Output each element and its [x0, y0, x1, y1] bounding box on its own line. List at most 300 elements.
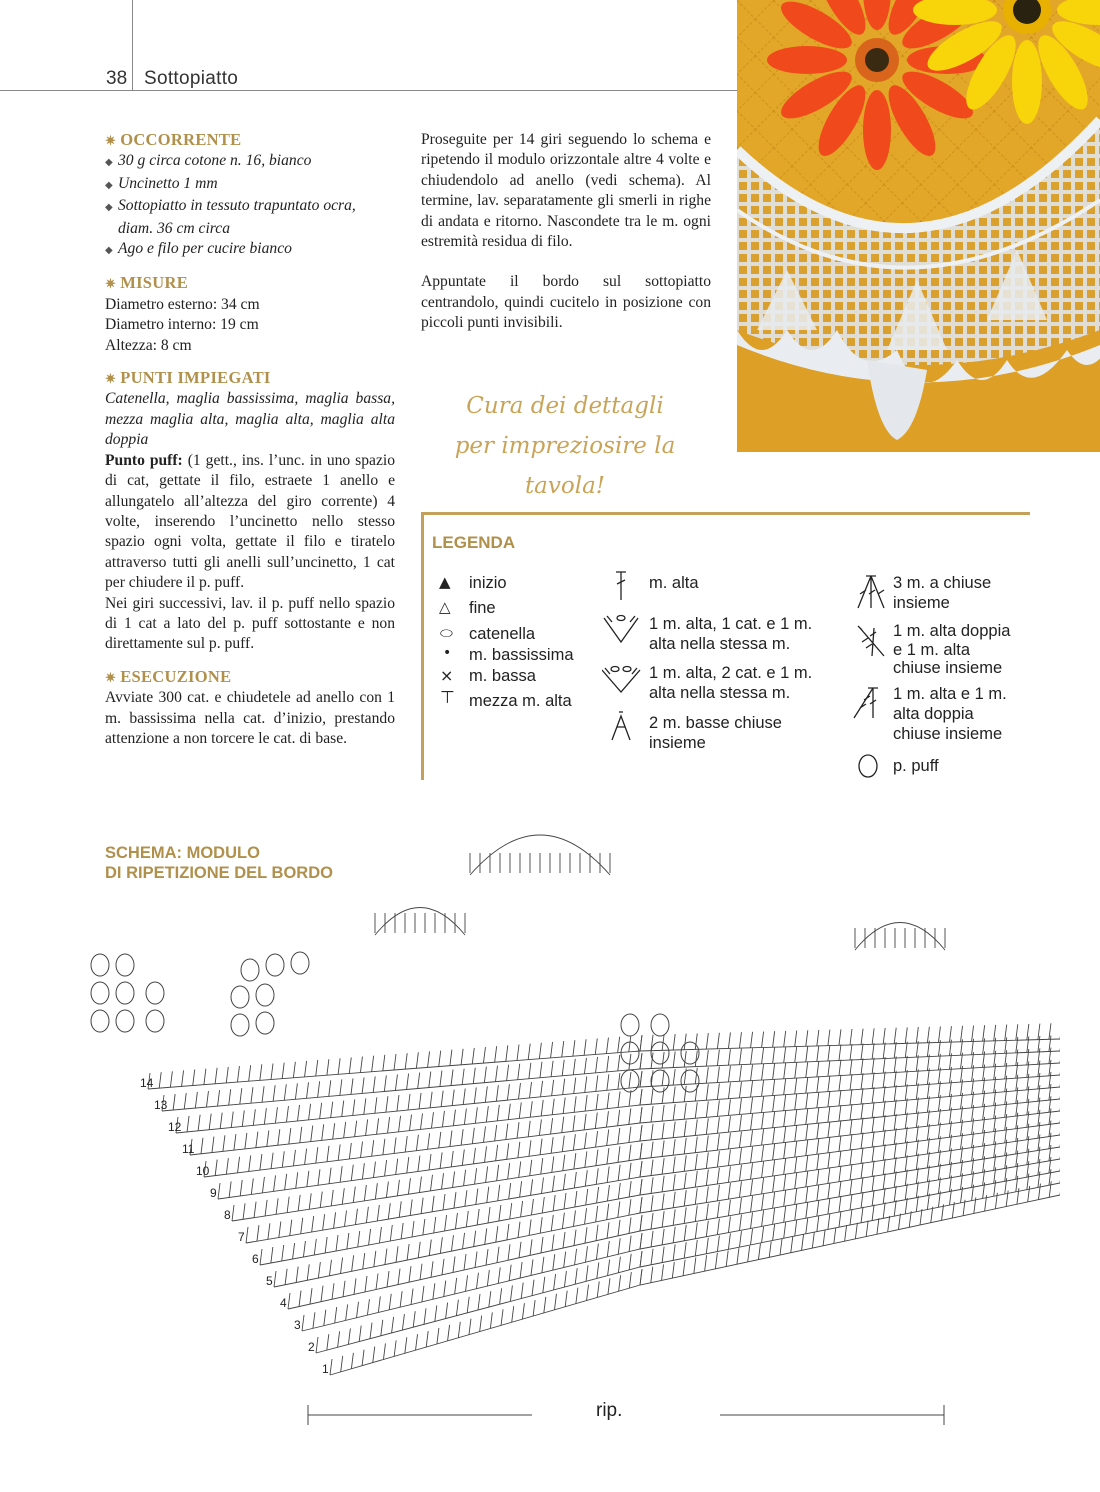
- stitch-mark: [739, 1165, 741, 1181]
- stitch-mark: [695, 1068, 697, 1084]
- stitch-mark: [376, 1274, 378, 1290]
- stitch-mark: [861, 1118, 863, 1134]
- diamond-bullet-icon: ◆: [105, 179, 113, 191]
- stitch-mark: [872, 1131, 874, 1147]
- puff-stitch: [231, 986, 249, 1008]
- stitch-mark: [916, 1125, 918, 1141]
- stitch-mark: [883, 1028, 885, 1044]
- stitch-mark: [673, 1209, 675, 1225]
- diamond-bullet-icon: ◆: [105, 245, 113, 257]
- stitch-mark: [533, 1300, 535, 1316]
- stitch-mark: [274, 1271, 276, 1287]
- stitch-mark: [684, 1121, 686, 1137]
- stitch-mark: [751, 1212, 753, 1228]
- stitch-mark: [377, 1205, 379, 1221]
- stitch-mark: [737, 1248, 739, 1264]
- stitch-mark: [563, 1098, 565, 1114]
- stitch-mark: [483, 1126, 485, 1142]
- stitch-mark: [717, 1236, 719, 1252]
- stitch-mark: [450, 1131, 452, 1147]
- stitch-mark: [508, 1104, 510, 1120]
- stitch-mark: [828, 1091, 830, 1107]
- stitch-mark: [894, 1100, 896, 1116]
- stitch-mark: [541, 1237, 543, 1253]
- stitch-mark: [640, 1089, 642, 1105]
- stitch-mark: [540, 1217, 542, 1233]
- stitch-mark: [845, 1225, 847, 1241]
- stitch-mark: [883, 1188, 885, 1204]
- stitch-mark: [408, 1178, 410, 1194]
- stitch-mark: [739, 1098, 741, 1114]
- stitch-mark: [477, 1209, 479, 1225]
- stitch-mark: [396, 1246, 398, 1262]
- stitch-mark: [726, 1251, 728, 1267]
- stitch-mark: [597, 1262, 599, 1278]
- stitch-mark: [338, 1331, 340, 1347]
- stitch-mark: [596, 1225, 598, 1241]
- legend-item: mezza m. alta: [469, 692, 572, 710]
- stitch-mark: [773, 1208, 775, 1224]
- legend-item: m. bassa: [469, 667, 536, 685]
- stitch-mark: [467, 1297, 469, 1313]
- row-number: 2: [308, 1340, 315, 1354]
- stitch-mark: [773, 1112, 775, 1128]
- puff-stitch: [91, 954, 109, 976]
- stitch-mark: [507, 1065, 509, 1081]
- puff-stitch: [91, 982, 109, 1004]
- stitch-mark: [618, 1257, 620, 1273]
- pull-quote-line: Cura dei dettagli: [466, 393, 664, 419]
- stitch-mark: [543, 1277, 545, 1293]
- placemat-photo: [737, 0, 1100, 452]
- list-item-continuation: diam. 36 cm circa: [118, 219, 231, 237]
- stitch-mark: [806, 1218, 808, 1234]
- stitch-mark: [888, 1216, 890, 1232]
- stitch-mark: [773, 1080, 775, 1096]
- stitch-mark: [762, 1048, 764, 1064]
- stitch-mark: [795, 1220, 797, 1236]
- stitch-mark: [684, 1086, 686, 1102]
- legend-symbols-col2: [602, 570, 642, 760]
- stitch-mark: [539, 1119, 541, 1135]
- stitch-mark: [173, 1094, 175, 1110]
- stitch-mark: [390, 1225, 392, 1241]
- stitch-mark: [240, 1180, 242, 1196]
- stitch-mark: [442, 1173, 444, 1189]
- stitch-mark: [564, 1193, 566, 1209]
- stitch-mark: [585, 1076, 587, 1092]
- stitch-mark: [293, 1243, 295, 1259]
- stitch-mark: [629, 1217, 631, 1233]
- stitch-mark: [706, 1187, 708, 1203]
- pull-quote: [415, 386, 715, 506]
- stitch-mark: [347, 1233, 349, 1249]
- stitch-mark: [204, 1069, 206, 1085]
- stitch-mark: [530, 1239, 532, 1255]
- stitch-mark: [596, 1094, 598, 1110]
- stitch-mark: [640, 1197, 642, 1213]
- stitch-mark: [662, 1264, 664, 1280]
- placemat-photo-illustration: [737, 0, 1100, 452]
- stitch-mark: [388, 1203, 390, 1219]
- stitch-mark: [454, 1192, 456, 1208]
- stitch-mark: [762, 1145, 764, 1161]
- stitch-mark: [751, 1032, 753, 1048]
- stitch-mark: [751, 1147, 753, 1163]
- stitch-mark: [506, 1124, 508, 1140]
- stitch-mark: [817, 1200, 819, 1216]
- stitch-mark: [784, 1143, 786, 1159]
- stitch-mark: [872, 1072, 874, 1088]
- stitch-mark: [552, 1176, 554, 1192]
- stitch-mark: [640, 1053, 642, 1069]
- stitch-mark: [226, 1067, 228, 1083]
- stitch-mark: [529, 1140, 531, 1156]
- stitch-mark: [618, 1110, 620, 1126]
- stitch-mark: [251, 1087, 253, 1103]
- stitch-mark: [751, 1081, 753, 1097]
- stitch-mark: [629, 1108, 631, 1124]
- stitch-mark: [585, 1227, 587, 1243]
- stitch-mark: [773, 1144, 775, 1160]
- stitch-mark: [510, 1285, 512, 1301]
- stitch-mark: [372, 1056, 374, 1072]
- stitch-mark: [662, 1194, 664, 1210]
- stitch-mark: [751, 1114, 753, 1130]
- stitch-mark: [839, 1120, 841, 1136]
- stitch-mark: [373, 1076, 375, 1092]
- stitch-mark: [302, 1315, 304, 1331]
- stitch-mark: [249, 1065, 251, 1081]
- stitch-mark: [495, 1125, 497, 1141]
- header-divider: [132, 0, 133, 90]
- stitch-mark: [551, 1118, 553, 1134]
- stitch-mark: [551, 1061, 553, 1077]
- stitch-mark: [795, 1204, 797, 1220]
- stitch-mark: [520, 1181, 522, 1197]
- stitch-mark: [499, 1205, 501, 1221]
- stitch-mark: [802, 1234, 804, 1250]
- stitch-mark: [348, 1328, 350, 1344]
- stitch-mark: [486, 1249, 488, 1265]
- stitch-mark: [762, 1032, 764, 1048]
- stitch-mark: [474, 1231, 476, 1247]
- stitch-mark: [518, 1222, 520, 1238]
- stitch-mark: [243, 1203, 245, 1219]
- stitch-mark: [706, 1101, 708, 1117]
- stitch-mark: [364, 1098, 366, 1114]
- stitch-mark: [817, 1138, 819, 1154]
- legend-item: 2 m. basse chiuse: [649, 714, 782, 732]
- stitch-mark: [762, 1064, 764, 1080]
- stitch-mark: [834, 1227, 836, 1243]
- stitch-mark: [751, 1229, 753, 1245]
- stitch-mark: [251, 1178, 253, 1194]
- stitch-mark: [286, 1106, 288, 1122]
- stitch-mark: [388, 1117, 390, 1133]
- stitch-mark: [905, 1127, 907, 1143]
- stitch-mark: [364, 1185, 366, 1201]
- stitch-mark: [358, 1231, 360, 1247]
- stitch-mark: [496, 1145, 498, 1161]
- stitch-mark: [806, 1046, 808, 1062]
- stitch-mark: [268, 1223, 270, 1239]
- stitch-mark: [455, 1213, 457, 1229]
- stitch-mark: [329, 1080, 331, 1096]
- stitch-mark: [392, 1317, 394, 1333]
- stitch-mark: [361, 1142, 363, 1158]
- stitch-mark: [850, 1029, 852, 1045]
- stitch-mark: [487, 1270, 489, 1286]
- stitch-mark: [509, 1265, 511, 1281]
- stitch-mark: [187, 1116, 189, 1132]
- stitch-mark: [684, 1207, 686, 1223]
- stitch-mark: [373, 1162, 375, 1178]
- stitch-mark: [695, 1033, 697, 1049]
- stitch-mark: [299, 1291, 301, 1307]
- stitch-mark: [728, 1200, 730, 1216]
- stitch-mark: [341, 1356, 343, 1372]
- stitch-mark: [451, 1151, 453, 1167]
- stitch-mark: [872, 1116, 874, 1132]
- stitch-mark: [218, 1183, 220, 1199]
- stitch-mark: [916, 1140, 918, 1156]
- puff-stitch: [116, 954, 134, 976]
- stitch-mark: [352, 1255, 354, 1271]
- stitch-mark: [420, 1113, 422, 1129]
- stitch-mark: [443, 1194, 445, 1210]
- stitch-mark: [472, 1128, 474, 1144]
- stitch-mark: [795, 1125, 797, 1141]
- stitch-mark: [464, 1170, 466, 1186]
- stitch-mark: [349, 1057, 351, 1073]
- list-item: ◆ Uncinetto 1 mm: [105, 174, 395, 196]
- stitch-mark: [338, 1144, 340, 1160]
- stitch-mark: [905, 1070, 907, 1086]
- stitch-mark: [520, 1262, 522, 1278]
- stitch-mark: [298, 1105, 300, 1121]
- stitch-mark: [861, 1133, 863, 1149]
- legend-item: alta nella stessa m.: [649, 684, 791, 702]
- legend-item: 1 m. alta, 2 cat. e 1 m.: [649, 664, 813, 682]
- stitch-mark: [563, 1079, 565, 1095]
- stitch-mark: [916, 1168, 918, 1184]
- stitch-mark: [717, 1151, 719, 1167]
- stitch-mark: [327, 1146, 329, 1162]
- stitch-mark: [480, 1316, 482, 1332]
- stitch-mark: [341, 1258, 343, 1274]
- stitch-mark: [883, 1101, 885, 1117]
- scallop-arc: [855, 923, 945, 951]
- stitch-mark: [850, 1104, 852, 1120]
- stitch-mark: [401, 1223, 403, 1239]
- stitch-mark: [485, 1146, 487, 1162]
- stitch-mark: [362, 1350, 364, 1366]
- stitch-mark: [728, 1217, 730, 1233]
- stitch-mark: [773, 1031, 775, 1047]
- stitch-mark: [684, 1051, 686, 1067]
- stitch-mark: [916, 1055, 918, 1071]
- legend-item: chiuse insieme: [893, 725, 1003, 743]
- stitch-mark: [399, 1116, 401, 1132]
- stitch-mark: [562, 1213, 564, 1229]
- stitch-mark: [817, 1169, 819, 1185]
- stitch-mark: [320, 1103, 322, 1119]
- chart-row-line: [218, 1099, 1060, 1199]
- double-crochet-icon: [616, 572, 626, 600]
- stitch-mark: [381, 1320, 383, 1336]
- stitch-mark: [201, 1138, 203, 1154]
- stitch-mark: [817, 1076, 819, 1092]
- stitch-mark: [399, 1201, 401, 1217]
- stitch-mark: [486, 1106, 488, 1122]
- stitch-mark: [574, 1096, 576, 1112]
- stitch-mark: [322, 1124, 324, 1140]
- stitch-mark: [327, 1059, 329, 1075]
- stitch-mark: [850, 1089, 852, 1105]
- stitch-mark: [629, 1090, 631, 1106]
- stitch-mark: [318, 1262, 320, 1278]
- stitch-mark: [662, 1052, 664, 1068]
- chain-stitch-icon: ⬭: [440, 624, 453, 642]
- stitch-mark: [405, 1337, 407, 1353]
- stitch-mark: [407, 1244, 409, 1260]
- stitch-mark: [410, 1200, 412, 1216]
- stitch-mark: [640, 1071, 642, 1087]
- stitch-mark: [279, 1222, 281, 1238]
- stitch-mark: [307, 1264, 309, 1280]
- stitch-mark: [828, 1213, 830, 1229]
- stitch-mark: [475, 1252, 477, 1268]
- chart-row-line: [148, 1039, 1060, 1089]
- stitch-mark: [585, 1095, 587, 1111]
- stitch-mark: [651, 1213, 653, 1229]
- puff-stitch: [91, 1010, 109, 1032]
- stitch-mark: [466, 1275, 468, 1291]
- stitch-mark: [220, 1113, 222, 1129]
- stitch-mark: [651, 1249, 653, 1265]
- stitch-mark: [916, 1154, 918, 1170]
- tr-dc-together-icon: [858, 626, 884, 656]
- stitch-mark: [728, 1032, 730, 1048]
- stitch-mark: [506, 1045, 508, 1061]
- stitch-mark: [905, 1027, 907, 1043]
- dc-tr-together-icon: [854, 688, 878, 718]
- stitch-mark: [1038, 1184, 1040, 1200]
- stitch-mark: [395, 1074, 397, 1090]
- puff-stitch: [681, 1070, 699, 1092]
- stitch-mark: [345, 1211, 347, 1227]
- stitch-mark: [530, 1082, 532, 1098]
- stitch-mark: [828, 1152, 830, 1168]
- stitch-mark: [817, 1154, 819, 1170]
- stitch-mark: [413, 1311, 415, 1327]
- esecuzione-heading: ✷ ESECUZIONE: [105, 666, 232, 686]
- stitch-mark: [512, 1306, 514, 1322]
- stitch-mark: [473, 1148, 475, 1164]
- stitch-mark: [343, 1281, 345, 1297]
- stitch-mark: [576, 1288, 578, 1304]
- star-icon: ✷: [105, 371, 117, 387]
- stitch-mark: [531, 1179, 533, 1195]
- stitch-mark: [433, 1283, 435, 1299]
- stitch-mark: [429, 1072, 431, 1088]
- stitch-mark: [316, 1060, 318, 1076]
- stitch-mark: [419, 1093, 421, 1109]
- stitch-mark: [762, 1080, 764, 1096]
- stitch-mark: [542, 1197, 544, 1213]
- stitch-mark: [739, 1115, 741, 1131]
- stitch-mark: [728, 1116, 730, 1132]
- stitch-mark: [257, 1225, 259, 1241]
- stitch-mark: [461, 1129, 463, 1145]
- stitch-mark: [695, 1102, 697, 1118]
- schema-title: SCHEMA: MODULO DI RIPETIZIONE DEL BORDO: [105, 844, 333, 882]
- pull-quote-line: per impreziosire la tavola!: [454, 433, 676, 499]
- stitch-mark: [607, 1093, 609, 1109]
- stitch-mark: [256, 1132, 258, 1148]
- stitch-mark: [828, 1137, 830, 1153]
- stitch-mark: [575, 1268, 577, 1284]
- chart-row-line: [204, 1087, 1060, 1177]
- stitch-mark: [629, 1145, 631, 1161]
- stitch-mark: [607, 1167, 609, 1183]
- stitch-mark: [894, 1157, 896, 1173]
- stitch-mark: [784, 1222, 786, 1238]
- stitch-mark: [584, 1058, 586, 1074]
- stitch-mark: [394, 1137, 396, 1153]
- stitch-mark: [596, 1150, 598, 1166]
- stitch-mark: [362, 1077, 364, 1093]
- stitch-mark: [553, 1254, 555, 1270]
- stitch-mark: [584, 1039, 586, 1055]
- puff-stitch: [116, 982, 134, 1004]
- stitch-mark: [762, 1113, 764, 1129]
- stitch-mark: [883, 1072, 885, 1088]
- stitch-mark: [894, 1085, 896, 1101]
- legend-item: m. alta: [649, 574, 699, 592]
- end-triangle-icon: △: [439, 598, 451, 616]
- stitch-mark: [828, 1122, 830, 1138]
- stitch-mark: [431, 1261, 433, 1277]
- stitch-mark: [672, 1262, 674, 1278]
- stitch-mark: [574, 1230, 576, 1246]
- stitch-mark: [839, 1135, 841, 1151]
- stitch-mark: [706, 1084, 708, 1100]
- row-number: 12: [168, 1120, 182, 1134]
- stitch-mark: [662, 1176, 664, 1192]
- puff-stitch: [651, 1070, 669, 1092]
- stitch-mark: [387, 1271, 389, 1287]
- row-number: 14: [140, 1076, 154, 1090]
- stitch-mark: [706, 1135, 708, 1151]
- stitch-mark: [751, 1163, 753, 1179]
- stitch-mark: [640, 1125, 642, 1141]
- stitch-mark: [435, 1305, 437, 1321]
- stitch-mark: [497, 1105, 499, 1121]
- v-stitch-two-chain-icon: [602, 667, 640, 693]
- stitch-mark: [861, 1192, 863, 1208]
- stitch-mark: [629, 1036, 631, 1052]
- stitch-mark: [585, 1208, 587, 1224]
- stitch-mark: [629, 1272, 631, 1288]
- stitch-mark: [456, 1300, 458, 1316]
- stitch-mark: [407, 1157, 409, 1173]
- stitch-mark: [673, 1122, 675, 1138]
- stitch-mark: [861, 1103, 863, 1119]
- stitch-mark: [762, 1227, 764, 1243]
- stitch-mark: [206, 1091, 208, 1107]
